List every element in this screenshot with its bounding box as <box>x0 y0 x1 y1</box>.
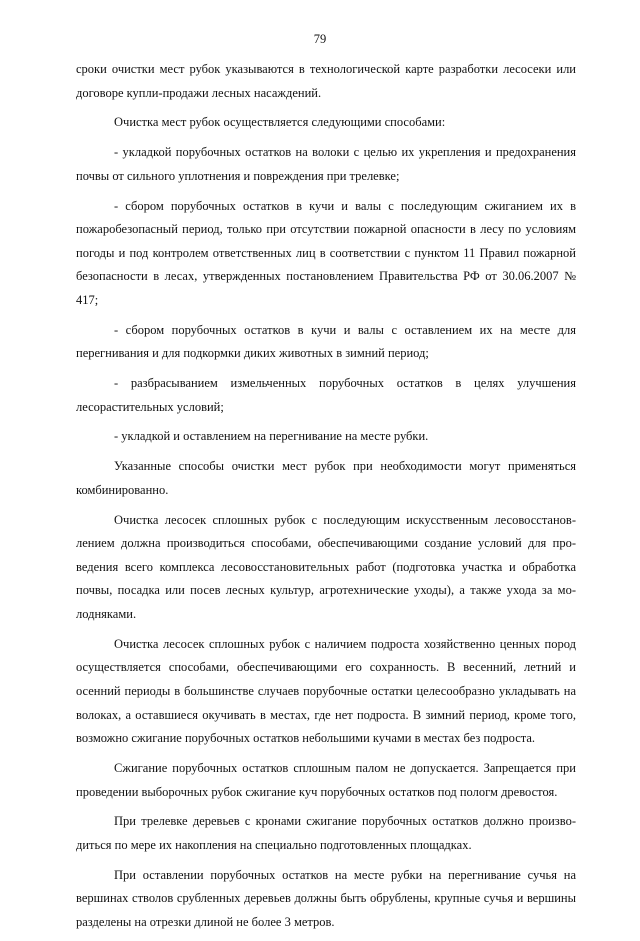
paragraph-12: При трелевке деревьев с кронами сжигание порубочных остатков должно производиться по мере их накопления на специально подготовленных площадках. <box>76 814 576 852</box>
paragraph-9: Очистка лесосек сплошных рубок с последующим искусственным лесовосстановлением должна производиться способами, обеспечивающими создание условий для проведения всего комплекса лесовосстановительных работ (подготовка участка и обработка почвы, посадка или посев лесных культур, агротехнические уходы), а также ухода за молодняками. <box>76 512 576 621</box>
paragraph-10: Очистка лесосек сплошных рубок с наличием подроста хозяйственно ценных пород осуществляется способами, обеспечивающими его сохранность. В весенний, летний и осенний периоды в большинстве случаев порубочные остатки целесообразно укладывать на волоках, а оставшиеся окучивать в местах, где нет подроста. В зимний период, кроме того, возможно сжигание порубочных остатков небольшими кучами в местах без подроста. <box>76 636 576 746</box>
paragraph-4: - сбором порубочных остатков в кучи и валы с последующим сжиганием их в пожаробезопасный период, только при отсутствии пожарной опасности в лесу по условиям погоды и под контролем ответственных лиц в соответствии с пунктом 11 Правил пожарной безопасности в лесах, утвержденных постановлением Правительства РФ от 30.06.2007 № 417; <box>76 198 576 307</box>
paragraph-7: - укладкой и оставлением на перегнивание на месте рубки. <box>114 429 429 444</box>
paragraph-13: При оставлении порубочных остатков на месте рубки на перегнивание сучья на вершинах стволов срубленных деревьев должны быть обрублены, крупные сучья и вершины разделены на отрезки длиной не более 3 метров. <box>76 867 576 929</box>
paragraph-5: - сбором порубочных остатков в кучи и валы с оставлением их на месте для перегнивания и для подкормки диких животных в зимний период; <box>76 322 576 361</box>
paragraph-1: сроки очистки мест рубок указываются в технологической карте разработки лесосеки или договоре купли-продажи лесных насаждений. <box>76 62 576 100</box>
paragraph-6: - разбрасыванием измельченных порубочных остатков в целях улучшения лесорастительных условий; <box>76 376 576 414</box>
paragraph-3: - укладкой порубочных остатков на волоки с целью их укрепления и предохранения почвы от сильного уплотнения и повреждения при трелевке; <box>76 145 576 183</box>
paragraph-8: Указанные способы очистки мест рубок при необходимости могут применяться комбинированно. <box>76 459 576 497</box>
page-number: 79 <box>313 32 327 46</box>
paragraph-2: Очистка мест рубок осуществляется следующими способами: <box>114 115 446 130</box>
document-body <box>76 58 576 941</box>
paragraph-11: Сжигание порубочных остатков сплошным палом не допускается. Запрещается при проведении выборочных рубок сжигание куч порубочных остатков под пологм древостоя. <box>76 760 576 799</box>
